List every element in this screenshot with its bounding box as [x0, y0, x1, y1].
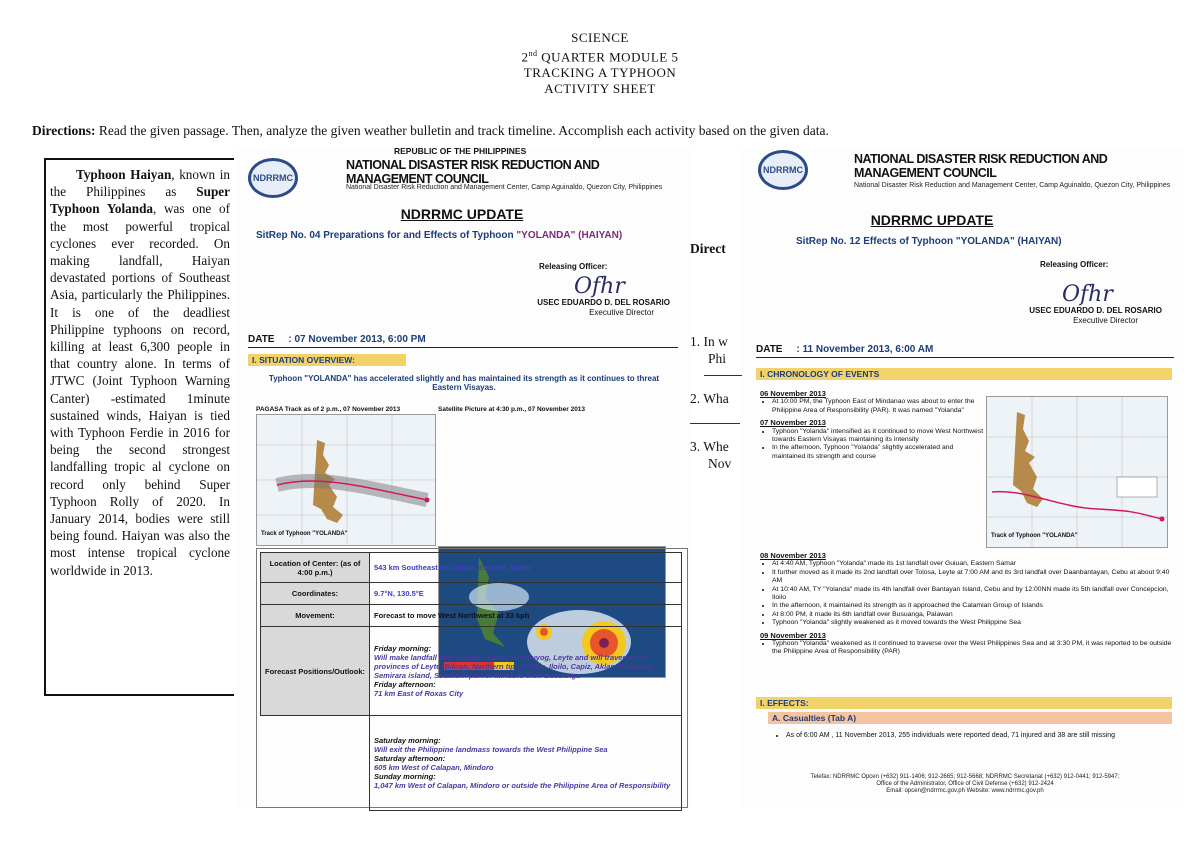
date-value: : 07 November 2013, 6:00 PM — [288, 334, 426, 345]
satellite-caption: Satellite Picture at 4:30 p.m., 07 November 2013 — [438, 406, 586, 413]
list-item: • At 8:00 PM, it made its 6th landfall over Busuanga, Palawan — [772, 611, 1172, 619]
sitrep-title — [256, 230, 622, 241]
event-date: 07 November 2013 — [760, 418, 826, 428]
worksheet-header — [0, 30, 1200, 97]
event-list — [760, 560, 1172, 627]
event-date: 09 November 2013 — [760, 630, 826, 640]
table-label: Coordinates: — [261, 583, 370, 605]
list-item: • In the afternoon, it maintained its strength as it approached the Calamian Group of Islands — [772, 602, 1172, 610]
bulletin-date — [248, 334, 426, 345]
table-row — [261, 716, 682, 811]
forecast-period: Friday afternoon: — [374, 680, 436, 689]
table-value: Forecast to move West Northwest at 33 kph — [370, 605, 682, 627]
subject-title: SCIENCE — [571, 30, 629, 45]
table-row — [261, 583, 682, 605]
module-label: QUARTER MODULE 5 — [537, 49, 679, 65]
lesson-title: TRACKING A TYPHOON — [523, 65, 677, 81]
bulletin-date — [756, 344, 933, 355]
chronology-left — [760, 386, 988, 461]
table-value: 543 km Southeast of Guiuan, Eastern Samar — [370, 553, 682, 583]
table-label: Forecast Positions/Outlook: — [261, 627, 370, 716]
table-label: Movement: — [261, 605, 370, 627]
list-item: • At 10:00 PM, the Typhoon East of Mindanao was about to enter the Philippine Area of Responsibility (PAR). It was named "Yolanda" — [772, 398, 988, 415]
bulletin-sitrep-12 — [742, 146, 1184, 808]
track-label: Track of Typhoon "YOLANDA" — [261, 531, 348, 537]
forecast-text: 1,047 km West of Calapan, Mindoro or outside the Philippine Area of Responsibility — [374, 780, 671, 790]
section-heading: I. CHRONOLOGY OF EVENTS — [756, 368, 1172, 380]
table-row — [261, 627, 682, 716]
reading-passage — [44, 158, 234, 696]
sheet-title: ACTIVITY SHEET — [544, 81, 656, 97]
casualties-heading: A. Casualties (Tab A) — [768, 712, 1172, 724]
date-label: DATE — [248, 334, 275, 345]
passage-text — [50, 166, 230, 579]
list-item: • It further moved as it made its 2nd landfall over Tolosa, Leyte at 7:00 AM and its 3rd landfall over Daanbantayan, Cebu at about 9:40 AM — [772, 569, 1172, 586]
directions-label: Directions: — [32, 123, 96, 138]
chronology-full — [760, 548, 1172, 657]
event-list — [760, 428, 988, 462]
casualties-text-wrap — [776, 732, 1172, 740]
sitrep-text: SitRep No. 04 Preparations for and Effects of Typhoon — [256, 230, 517, 241]
list-item: • At 4:40 AM, Typhoon "Yolanda" made its 1st landfall over Guiuan, Eastern Samar — [772, 560, 1172, 568]
council-address: National Disaster Risk Reduction and Management Center, Camp Aguinaldo, Quezon City, Philippines — [346, 184, 663, 191]
releasing-officer-label: Releasing Officer: — [1040, 260, 1109, 269]
forecast-text: Will exit the Philippine landmass towards the West Philippine Sea — [374, 744, 608, 754]
ndrrmc-logo — [248, 158, 298, 198]
casualties-list — [776, 732, 1172, 740]
table-value: 9.7°N, 130.5°E — [370, 583, 682, 605]
footer-line: Office of the Administrator, Office of Civil Defense (+632) 912-2424 — [876, 781, 1054, 787]
forecast-text: 71 km East of Roxas City — [374, 689, 464, 698]
divider — [756, 357, 1174, 358]
event-date: 08 November 2013 — [760, 551, 826, 560]
list-item: • In the afternoon, Typhoon "Yolanda" slightly accelerated and maintained its strength and course — [772, 444, 988, 461]
table-label: Location of Center: (as of 4:00 p.m.) — [261, 553, 370, 583]
event-list — [760, 398, 988, 415]
ndrrmc-logo — [758, 150, 808, 190]
map-caption: PAGASA Track as of 2 p.m., 07 November 2013 — [256, 406, 401, 413]
track-map-graphic — [257, 415, 435, 545]
forecast-cell — [370, 627, 682, 716]
event-list — [760, 640, 1172, 657]
council-name: NATIONAL DISASTER RISK REDUCTION AND MANAGEMENT COUNCIL — [854, 152, 1108, 180]
typhoon-track-map — [986, 396, 1168, 548]
typhoon-name: "YOLANDA" (HAIYAN) — [516, 230, 623, 241]
ndrrmc-logo-mark: NDRRMC — [758, 150, 808, 190]
divider — [248, 347, 678, 348]
directions — [32, 123, 829, 139]
question-3: 3. Whe — [690, 439, 729, 454]
table-row — [261, 553, 682, 583]
forecast-period: Friday morning: — [374, 644, 432, 653]
forecast-period: Saturday afternoon: — [374, 753, 446, 763]
list-item: • At 10:40 AM, TY "Yolanda" made its 4th landfall over Bantayan Island, Cebu and by 12:00NN made its 5th landfall over Concepcion, Iloilo — [772, 586, 1172, 603]
empty-cell — [261, 716, 370, 811]
section-heading: I. SITUATION OVERVIEW: — [248, 354, 406, 366]
answer-line — [690, 423, 740, 424]
council-name: NATIONAL DISASTER RISK REDUCTION AND MANAGEMENT COUNCIL — [346, 158, 600, 186]
question-1-cont: Phi — [708, 351, 727, 366]
question-3-cont: Nov — [708, 456, 732, 471]
officer-title: Executive Director — [1073, 316, 1138, 325]
bulletin-info-table — [260, 552, 682, 811]
officer-title: Executive Director — [589, 308, 654, 317]
passage-bold-2: Super Typhoon Yolanda — [50, 184, 230, 217]
list-item: • Typhoon "Yolanda" weakened as it continued to traverse over the West Philippines Sea and at 3:30 PM, it was reported to be outside the Philippine Area of Responsibility (PAR) — [772, 640, 1172, 657]
passage-text-2: , was one of the most powerful tropical cyclones ever recorded. On making landfall, Haiyan devastated portions of Southeast Asia, particularly the Philippines. It is one of the deadliest Philippine typhoons on record, killing at least 6,300 people in that country alone. In terms of JTWC (Joint Typhoon Warning Canter) -estimated 1minute sustained winds, Haiyan is tied with Typhoon Ferdie in 2016 for being the second strongest landfalling tropic al cyclone on record only behind Super Typhoon Rolly of 2020. In January 2014, bodies were still being found. Haiyan was also the most intense tropical cyclone worldwide in 2013. — [50, 201, 230, 578]
quarter-suffix: nd — [528, 49, 538, 58]
question-2: 2. Wha — [690, 391, 729, 406]
event-date: 06 November 2013 — [760, 389, 826, 398]
footer-line: Email: opcen@ndrrmc.gov.ph Website: www.ndrrmc.gov.ph — [886, 788, 1044, 794]
republic-label: REPUBLIC OF THE PHILIPPINES — [394, 146, 527, 156]
quarter-number: 2 — [521, 49, 529, 65]
forecast-period: Sunday morning: — [374, 771, 436, 781]
forecast-text: Will make landfall over Guiuan, Samar or Abuyog, Leyte and will traverse the provinces of Leyte, Biliran, Northern tip of Cebu, Iloilo, Capiz, Aklan, Romblon, Semirara island, Southern part of Mindoro then Busuanga — [374, 653, 654, 680]
occluded-heading: Direct — [690, 241, 726, 256]
date-label: DATE — [756, 344, 783, 355]
list-item: • Typhoon "Yolanda" intensified as it continued to move West Northwest towards Eastern Visayas maintaining its intensity — [772, 428, 988, 445]
officer-name: USEC EDUARDO D. DEL ROSARIO — [1029, 306, 1162, 315]
council-address: National Disaster Risk Reduction and Management Center, Camp Aguinaldo, Quezon City, Philippines — [854, 182, 1171, 189]
section-heading: I. EFFECTS: — [756, 697, 1172, 709]
date-value: : 11 November 2013, 6:00 AM — [796, 344, 934, 355]
forecast-cell — [370, 716, 682, 811]
bulletin-sitrep-04 — [234, 146, 690, 808]
passage-bold-1: Typhoon Haiyan — [76, 167, 172, 182]
bulletin-footer — [756, 774, 1174, 795]
question-1: 1. In w — [690, 334, 728, 349]
officer-signature: Ofhr — [574, 274, 625, 299]
releasing-officer-label: Releasing Officer: — [539, 262, 608, 271]
officer-signature: Ofhr — [1062, 282, 1113, 307]
track-map-graphic — [987, 397, 1167, 547]
footer-line: Telefax: NDRRMC Opcen (+632) 911-1406; 912-2665; 912-5668; NDRRMC Secretariat (+632) 912-0441; 912-5947; — [810, 774, 1120, 780]
update-title: NDRRMC UPDATE — [870, 212, 994, 228]
passage-text-1: , known in the Philippines as — [50, 167, 231, 200]
directions-text: Read the given passage. Then, analyze the given weather bulletin and track timeline. Accomplish each activity based on the given data. — [95, 123, 829, 138]
ndrrmc-logo-mark: NDRRMC — [248, 158, 298, 198]
list-item: • Typhoon "Yolanda" slightly weakened as it moved towards the West Philippine Sea — [772, 619, 1172, 627]
casualties-text: • As of 6:00 AM , 11 November 2013, 255 individuals were reported dead, 71 injured and 38 are still missing — [786, 732, 1172, 740]
update-title: NDRRMC UPDATE — [400, 206, 524, 222]
overview-text: Typhoon "YOLANDA" has accelerated slightly and has maintained its strength as it continues to threat Eastern Visayas. — [268, 374, 660, 392]
typhoon-track-map — [256, 414, 436, 546]
module-title — [0, 46, 1200, 65]
officer-name: USEC EDUARDO D. DEL ROSARIO — [537, 298, 670, 307]
track-label: Track of Typhoon "YOLANDA" — [991, 533, 1078, 539]
sitrep-title: SitRep No. 12 Effects of Typhoon "YOLANDA" (HAIYAN) — [796, 236, 1062, 247]
table-row — [261, 605, 682, 627]
forecast-period: Saturday morning: — [374, 735, 441, 745]
occluded-questions — [690, 240, 740, 472]
forecast-text: 605 km West of Calapan, Mindoro — [374, 762, 494, 772]
